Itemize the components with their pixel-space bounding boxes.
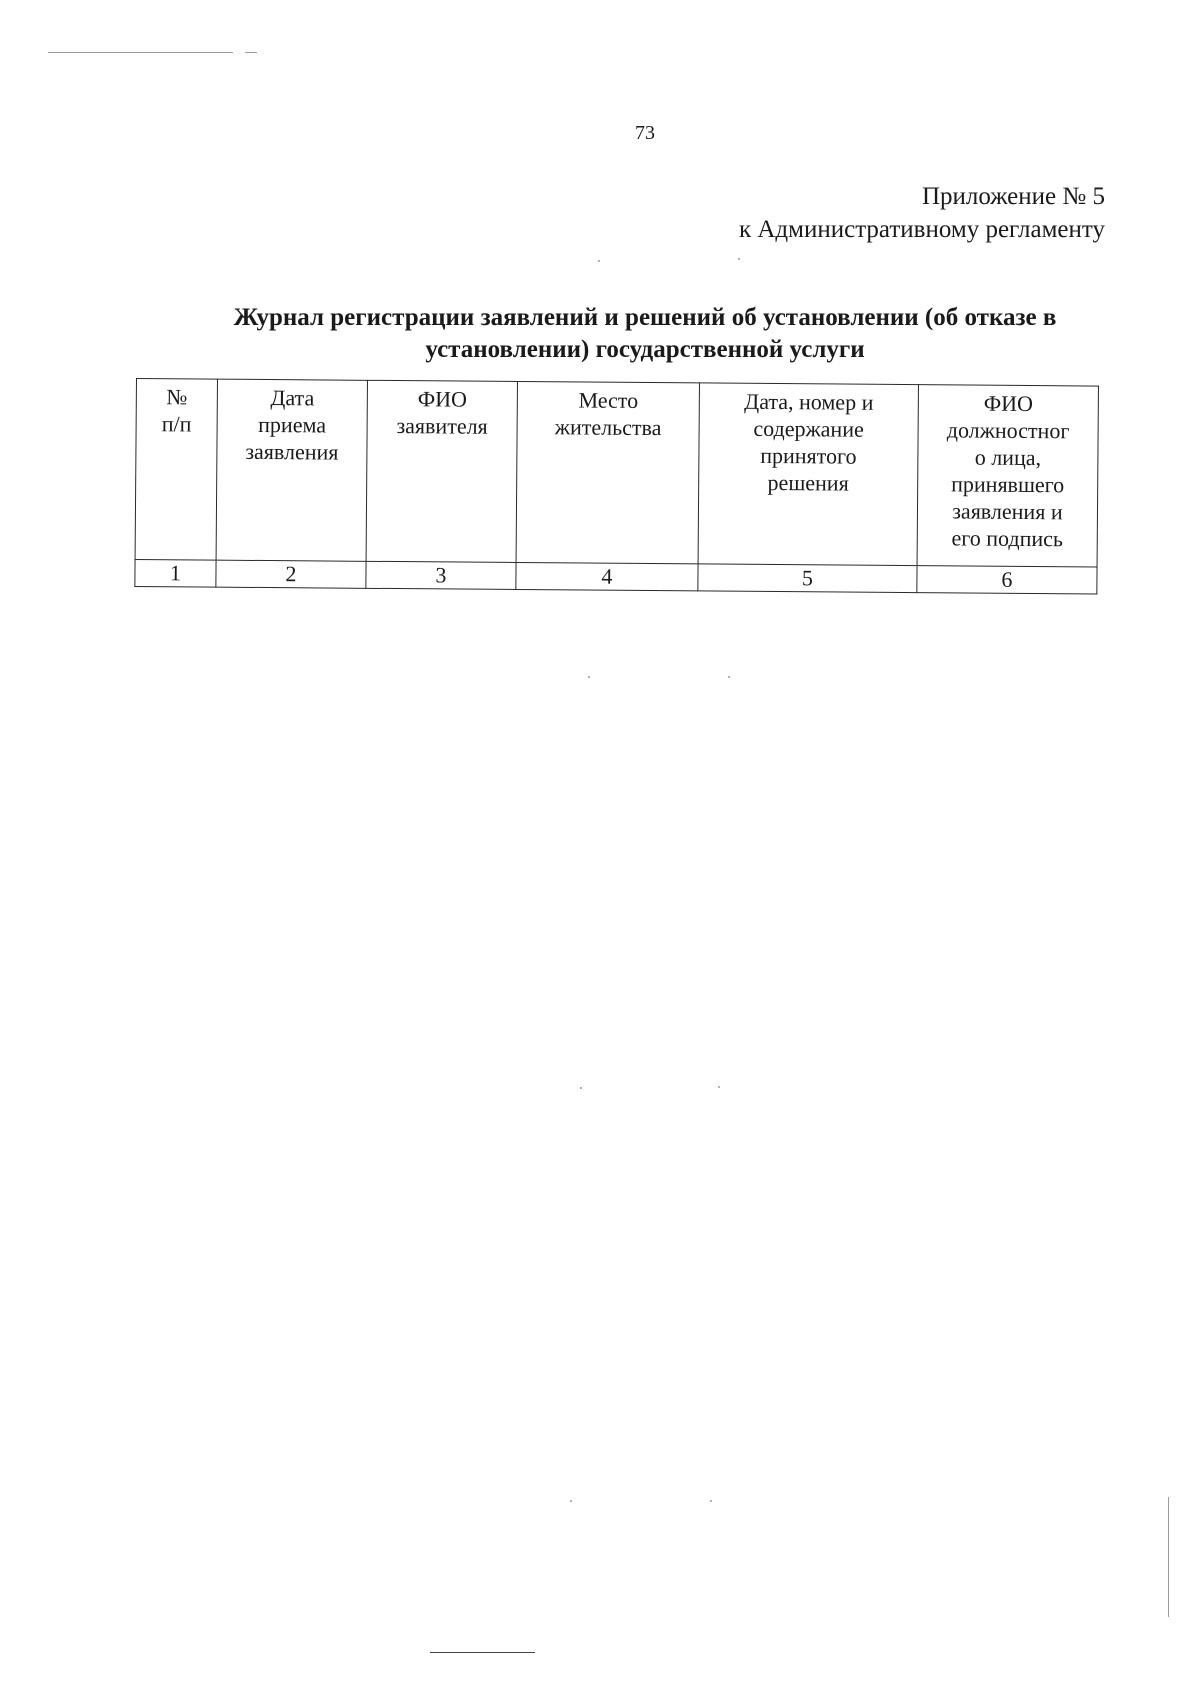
scan-mark-bottom [430, 1652, 535, 1653]
scan-dot [588, 676, 590, 678]
journal-table [134, 378, 1099, 595]
appendix-line-2: к Административному регламенту [738, 216, 1105, 243]
number-cell: 5 [698, 564, 917, 593]
scan-dot [570, 1500, 572, 1502]
header-cell-decision: Дата, номер и содержание принятого решения [698, 383, 918, 566]
number-cell: 4 [516, 562, 698, 590]
appendix-label [739, 180, 1105, 246]
header-cell-residence: Место жительства [516, 381, 699, 563]
scan-dot [738, 258, 740, 260]
scan-dot [710, 1500, 712, 1502]
header-cell-number: № п/п [135, 379, 217, 561]
table-header-row [135, 379, 1098, 568]
scan-dot [598, 260, 600, 262]
scan-dot [728, 676, 730, 678]
page-number: 73 [635, 122, 655, 144]
header-cell-official: ФИО должностног о лица, принявшего заявления и его подпись [917, 385, 1098, 567]
number-cell: 1 [135, 559, 216, 587]
header-cell-date-received: Дата приема заявления [216, 379, 367, 561]
scan-mark-top [48, 52, 233, 53]
scan-dot [580, 1087, 582, 1089]
number-cell: 3 [366, 561, 516, 589]
appendix-line-1: Приложение № 5 [921, 183, 1105, 210]
scan-mark-top-short [245, 52, 257, 53]
number-cell: 2 [216, 560, 366, 588]
title-line-2: установлении) государственной услуги [425, 336, 865, 363]
scan-mark-side [1168, 1497, 1169, 1617]
document-title [165, 302, 1125, 366]
title-line-1: Журнал регистрации заявлений и решений об установлении (об отказе в [233, 304, 1057, 331]
header-cell-applicant-name: ФИО заявителя [366, 380, 517, 562]
number-cell: 6 [917, 566, 1097, 594]
scan-dot [718, 1086, 720, 1088]
